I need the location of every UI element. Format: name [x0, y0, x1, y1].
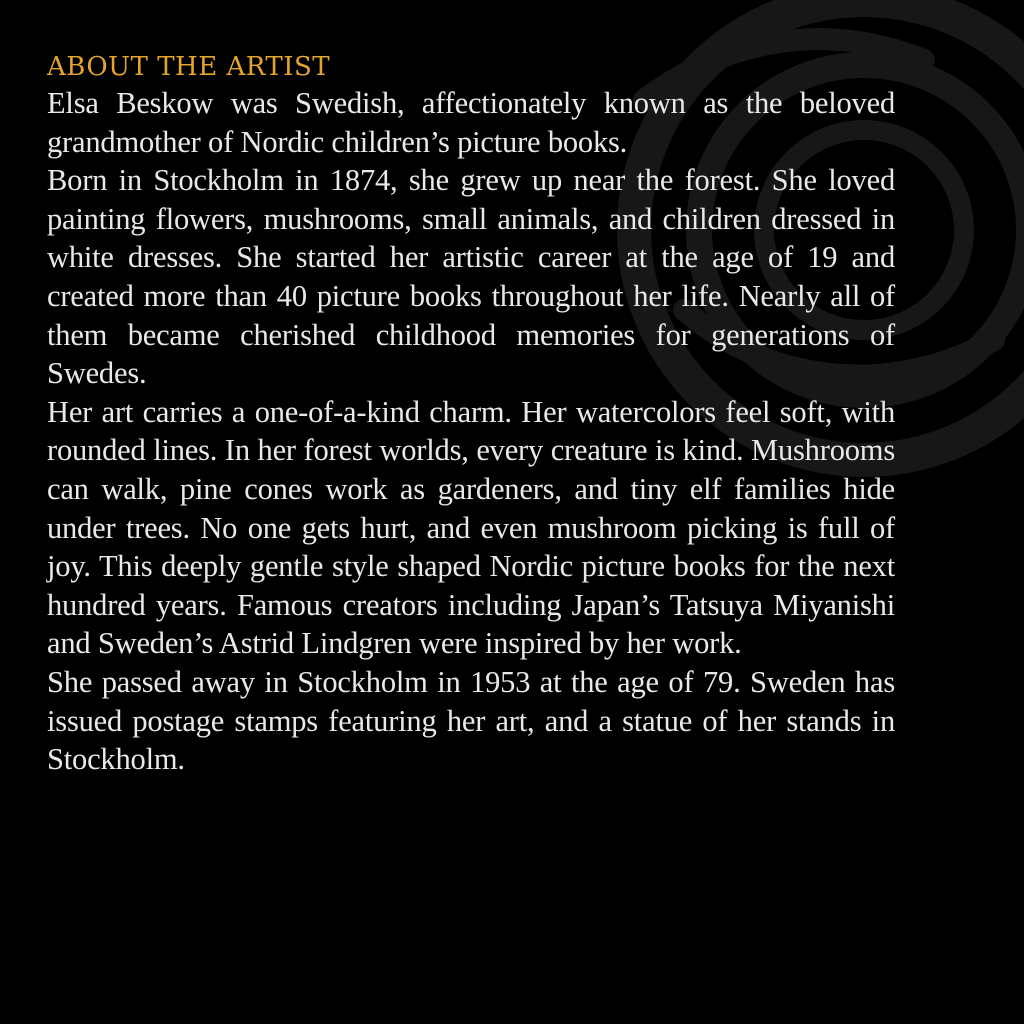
- paragraph-intro: Elsa Beskow was Swedish, affectionately known as the beloved grandmother of Nordic children’s picture books.: [47, 86, 895, 159]
- section-heading: ABOUT THE ARTIST: [47, 52, 331, 82]
- about-artist-section: [47, 50, 895, 779]
- paragraph-early-life: Born in Stockholm in 1874, she grew up near the forest. She loved painting flowers, mushrooms, small animals, and children dressed in white dresses. She started her artistic career at the age of 19 and created more than 40 picture books throughout her life. Nearly all of them became cherished childhood memories for generations of Swedes.: [47, 163, 895, 391]
- paragraph-legacy: She passed away in Stockholm in 1953 at the age of 79. Sweden has issued postage stamps featuring her art, and a statue of her stands in Stockholm.: [47, 664, 895, 777]
- paragraph-art-style: Her art carries a one-of-a-kind charm. Her watercolors feel soft, with rounded lines. In her forest worlds, every creature is kind. Mushrooms can walk, pine cones work as gardeners, and tiny elf families hide under trees. No one gets hurt, and even mushroom picking is full of joy. This deeply gentle style shaped Nordic picture books for the next hundred years. Famous creators including Japan’s Tatsuya Miyanishi and Sweden’s Astrid Lindgren were inspired by her work.: [47, 394, 895, 661]
